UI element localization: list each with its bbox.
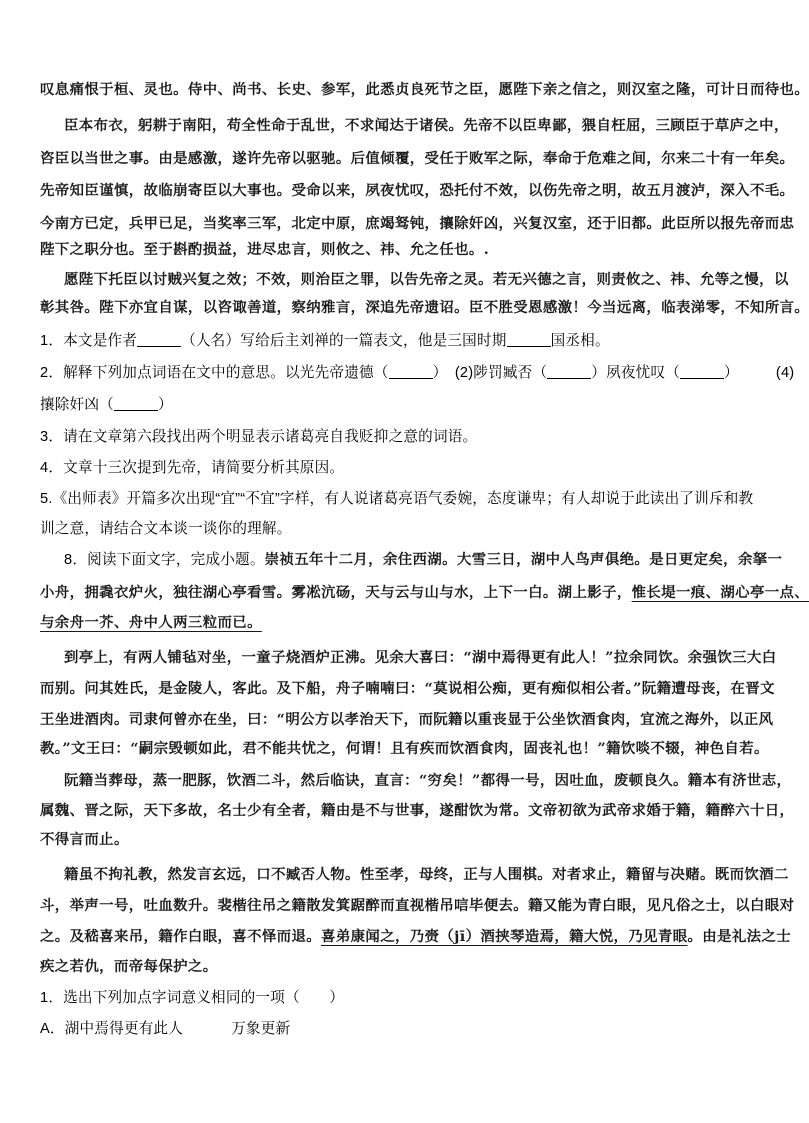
- answer-blank[interactable]: [680, 364, 724, 379]
- answer-blank[interactable]: [507, 332, 551, 347]
- question-text: ）: [157, 397, 173, 413]
- question-text: 1．本文是作者: [40, 333, 138, 349]
- passage-text: 。由是礼法之士: [687, 928, 792, 945]
- option-text: A．湖中焉得更有此人: [40, 1021, 184, 1037]
- passage-text: 崇祯五年十二月，余住西湖。大雪三日，湖中人鸟声俱绝。是日更定矣，余拏一: [264, 551, 783, 568]
- underlined-sentence: 喜弟康闻之，乃赍（jī）酒挟琴造焉，籍大悦，乃见青眼: [321, 928, 688, 945]
- question-text: 攘除奸凶（: [40, 397, 114, 413]
- question-2-cont: [40, 395, 766, 415]
- question-3: 3．请在文章第六段找出两个明显表示诸葛亮自我贬抑之意的词语。: [40, 429, 478, 445]
- passage-line: 教。”文王曰：“嗣宗毁顿如此，君不能共忧之，何谓！且有疾而饮酒食肉，固丧礼也！”籍饮啖不辍，神色自若。: [40, 740, 769, 757]
- passage-line: 到亭上，有两人铺毡对坐，一童子烧酒炉正沸。见余大喜曰：“湖中焉得更有此人！”拉余同饮。余强饮三大白: [64, 649, 777, 666]
- passage-line: 不得言而止。: [40, 831, 129, 848]
- passage-text: 之。及嵇喜来吊，籍作白眼，喜不怿而退。: [40, 928, 322, 945]
- question-5: 5.《出师表》开篇多次出现“宜”“不宜”字样，有人说诸葛亮语气委婉，态度谦卑；有人却说于此读出了训斥和教: [40, 491, 754, 507]
- passage-line: 今南方已定，兵甲已足，当奖率三军，北定中原，庶竭驽钝，攘除奸凶，兴复汉室，还于旧都。此臣所以报先帝而忠: [40, 215, 795, 232]
- passage-line: 咨臣以当世之事。由是感激，遂许先帝以驱驰。后值倾覆，受任于败军之际，奉命于危难之间，尔来二十有一年矣。: [40, 150, 795, 167]
- question-text: （人名）写给后主刘禅的一篇表文，他是三国时期: [181, 333, 507, 349]
- answer-blank[interactable]: [137, 332, 181, 347]
- question-text: ） (2)陟罚臧否（: [432, 365, 548, 381]
- passage-line: 愿陛下托臣以讨贼兴复之效；不效，则治臣之罪，以告先帝之灵。若无兴德之言，则责攸之、祎、允等之慢，以: [64, 271, 789, 288]
- question-2: [40, 363, 795, 383]
- question-text: ） (4): [724, 365, 795, 381]
- passage-line: 而别。问其姓氏，是金陵人，客此。及下船，舟子喃喃曰：“莫说相公痴，更有痴似相公者。”阮籍遭母丧，在晋文: [40, 680, 775, 697]
- question-text: 2．解释下列加点词语在文中的意思。以光先帝遗德（: [40, 365, 389, 381]
- passage-line: 臣本布衣，躬耕于南阳，苟全性命于乱世，不求闻达于诸侯。先帝不以臣卑鄙，猥自枉屈，三顾臣于草庐之中，: [64, 117, 789, 134]
- answer-blank[interactable]: [547, 364, 591, 379]
- question-b1: 1．选出下列加点字词意义相同的一项（ ）: [40, 990, 345, 1006]
- passage-line: 陛下之职分也。至于斟酌损益，进尽忠言，则攸之、祎、允之任也。.: [40, 241, 490, 258]
- question-4: 4．文章十三次提到先帝，请简要分析其原因。: [40, 460, 345, 476]
- question-text: 国丞相。: [550, 333, 610, 349]
- passage-text: 小舟，拥毳衣炉火，独往湖心亭看雪。雾凇沆砀，天与云与山与水，上下一白。湖上影子，: [40, 584, 632, 601]
- question-text: ）夙夜忧叹（: [591, 365, 681, 381]
- passage-line: 阮籍当葬母，蒸一肥豚，饮酒二斗，然后临诀，直言：“穷矣！”都得一号，因吐血，废顿良久。籍本有济世志，: [64, 772, 792, 789]
- passage-line: 疾之若仇，而帝每保护之。: [40, 958, 218, 975]
- option-a[interactable]: [40, 1019, 766, 1039]
- passage-line: 叹息痛恨于桓、灵也。侍中、尚书、长史、参军，此悉贞良死节之臣，愿陛下亲之信之，则汉室之隆，可计日而待也。: [40, 81, 809, 98]
- passage-line: 王坐进酒肉。司隶何曾亦在坐，曰：“明公方以孝治天下，而阮籍以重丧显于公坐饮酒食肉，宜流之海外，以正风: [40, 711, 774, 728]
- underlined-sentence: 惟长堤一痕、湖心亭一点、: [631, 584, 809, 601]
- passage-line: 彰其咎。陛下亦宜自谋，以咨诹善道，察纳雅言，深追先帝遗诏。臣不胜受恩感激！今当远离，临表涕零，不知所言。: [40, 299, 809, 316]
- underlined-sentence: 与余舟一芥、舟中人两三粒而已。: [40, 614, 262, 631]
- passage-line: 属魏、晋之际，天下多故，名士少有全者，籍由是不与世事，遂酣饮为常。文帝初欲为武帝求婚于籍，籍醉六十日，: [40, 802, 795, 819]
- question-5-cont: 训之意，请结合文本谈一谈你的理解。: [40, 521, 292, 537]
- passage-line: [40, 927, 792, 947]
- passage-line: 斗，举声一号，吐血数升。裴楷往吊之籍散发箕踞醉而直视楷吊唁毕便去。籍又能为青白眼，见凡俗之士，以白眼对: [40, 897, 795, 914]
- passage-line: [40, 613, 766, 633]
- answer-blank[interactable]: [114, 396, 158, 411]
- passage-line: 籍虽不拘礼教，然发言玄远，口不臧否人物。性至孝，母终，正与人围棋。对者求止，籍留与决赌。既而饮酒二: [64, 866, 789, 883]
- answer-blank[interactable]: [389, 364, 433, 379]
- option-text: 万象更新: [231, 1021, 291, 1037]
- passage-b-intro: [64, 550, 783, 570]
- question-1: [40, 331, 766, 351]
- passage-line: 先帝知臣谨慎，故临崩寄臣以大事也。受命以来，夙夜忧叹，恐托付不效，以伤先帝之明，故五月渡泸，深入不毛。: [40, 182, 795, 199]
- passage-line: [40, 583, 809, 603]
- question-number: 8．阅读下面文字，完成小题。: [64, 552, 265, 568]
